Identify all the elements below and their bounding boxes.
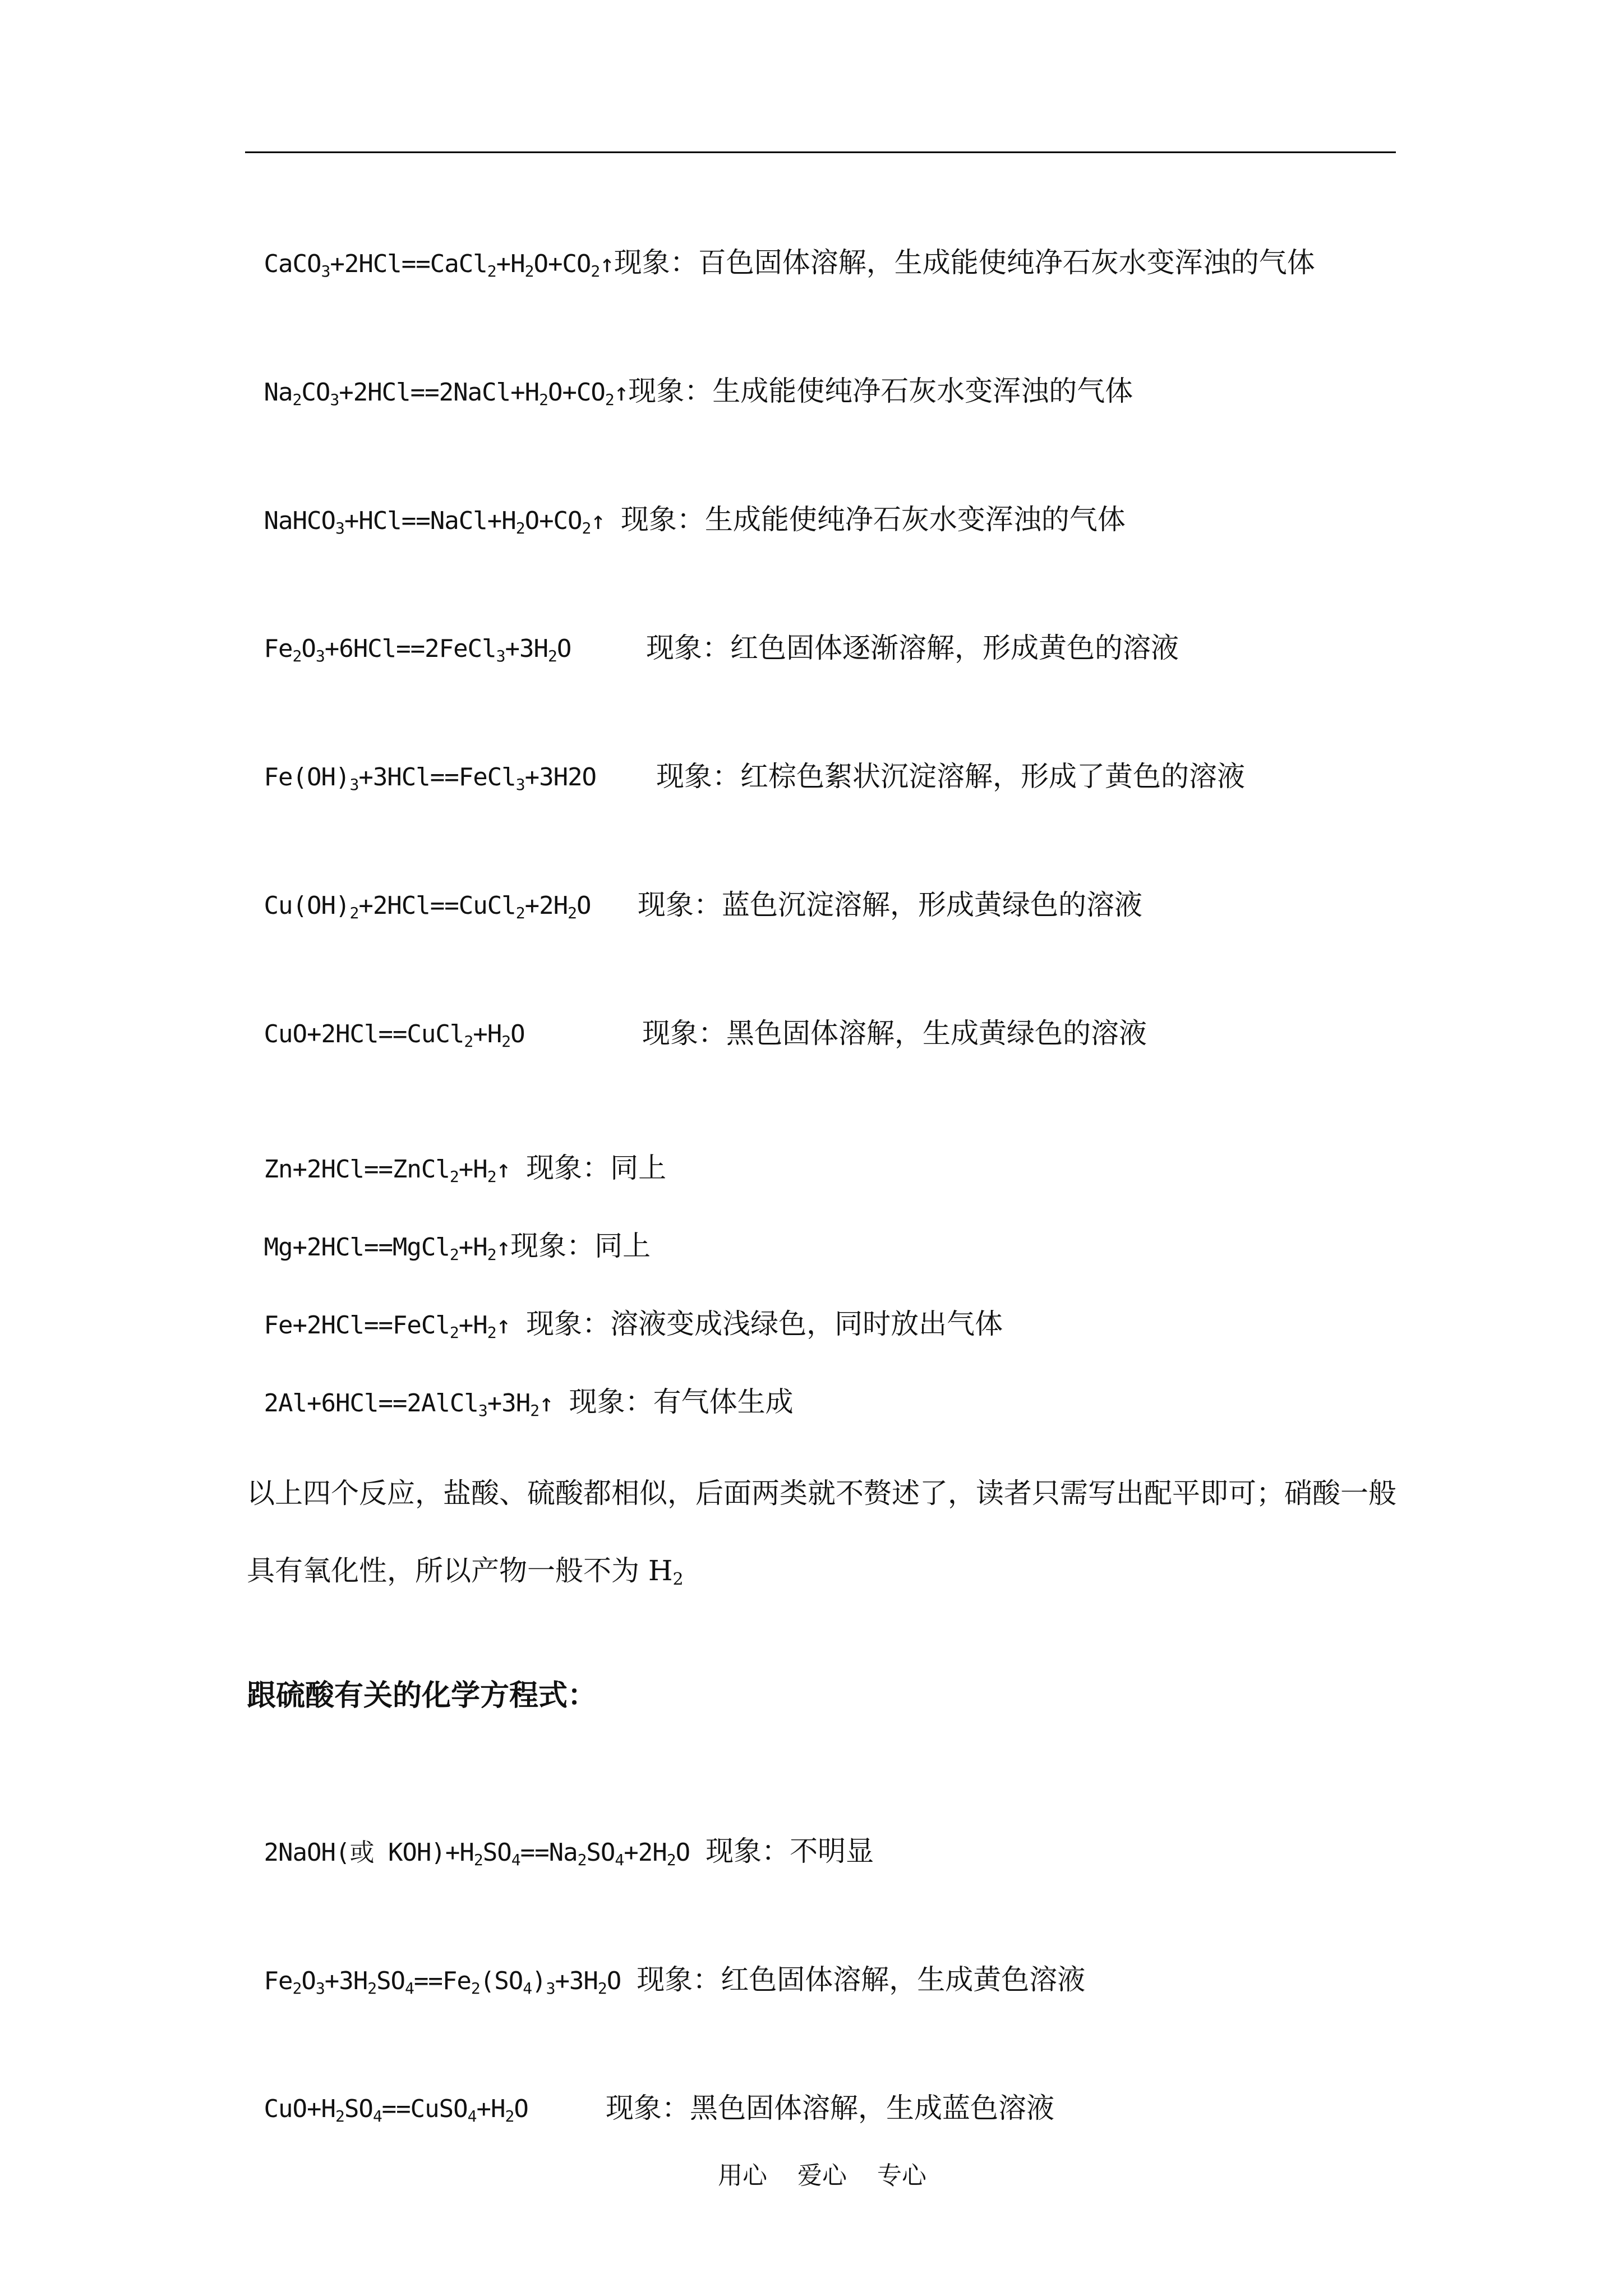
formula-text: O [301,634,316,663]
formula-text: ↑ [539,1389,554,1418]
equation-line [247,854,1142,923]
formula-text: O+CO [524,507,582,535]
formula-subscript: 2 [597,1979,607,1998]
formula-subscript: 4 [615,1851,624,1869]
formula-text: Cu(OH) [264,891,350,920]
formula-subscript: 3 [315,1979,325,1998]
formula-subscript: 2 [449,1323,459,1342]
formula-text: ==Na [520,1838,578,1867]
formula-subscript: 2 [292,1979,302,1998]
formula-text: +3H2O [524,763,597,792]
formula-subscript: 2 [577,1851,587,1869]
formula-text: +2H [624,1838,667,1867]
formula-subscript: 2 [539,390,548,409]
formula-subscript: 3 [335,519,344,537]
formula-text: +H [458,1233,487,1262]
equation-line [247,1351,794,1420]
formula-text: SO [586,1838,615,1867]
formula-subscript: 2 [547,647,557,665]
formula-subscript: 2 [367,1979,377,1998]
formula-text: ==CuSO [381,2095,468,2123]
formula-text: O+CO [533,250,591,278]
observation: 现象：红色固体逐渐溶解，形成黄色的溶液 [646,632,1179,664]
formula-subscript: 3 [330,390,339,409]
formula-text: O+CO [547,378,605,407]
observation: 现象：同上 [526,1152,667,1184]
formula-text: CaCO [264,250,321,278]
equation-line [247,1117,666,1186]
formula-subscript: 4 [523,1979,532,1998]
formula-subscript: 2 [505,2107,514,2125]
equation [264,378,629,407]
formula-text: +HCl==NaCl+H [344,507,516,535]
formula-subscript: 3 [315,647,325,665]
formula-subscript: 4 [467,2107,477,2125]
formula-text: Fe(OH) [264,763,350,792]
formula-subscript: 2 [449,1167,459,1186]
formula-subscript: 3 [478,1401,487,1420]
formula-text: O [514,2095,528,2123]
formula-subscript: 2 [582,519,591,537]
formula-subscript: 2 [464,1032,473,1051]
formula-subscript: 2 [515,519,525,537]
formula-text: Fe [264,634,293,663]
section-heading: 跟硫酸有关的化学方程式： [247,1679,597,1713]
formula-subscript: 2 [449,1245,459,1264]
formula-subscript: 3 [496,647,505,665]
formula-text: +2HCl==CuCl [358,891,516,920]
observation: 现象：生成能使纯净石灰水变浑浊的气体 [620,503,1126,536]
note-subscript: 2 [672,1570,684,1589]
formula-subscript: 2 [605,390,614,409]
formula-subscript: 3 [546,1979,555,1998]
formula-text: O [606,1967,621,1995]
formula-text: CO [301,378,330,407]
formula-text: +2HCl==CaCl [330,250,487,278]
observation: 现象：不明显 [706,1835,874,1867]
equation-line [247,597,1179,666]
formula-text: +H [476,2095,505,2123]
formula-text: CuO+2HCl==CuCl [264,1020,464,1048]
equation-line [247,212,1315,281]
observation: 现象：黑色固体溶解，生成蓝色溶液 [606,2092,1054,2124]
equation-line [247,726,1245,794]
formula-subscript: 2 [487,1323,496,1342]
formula-subscript: 2 [487,262,496,280]
formula-text: 2Al+6HCl==2AlCl [264,1389,478,1418]
formula-subscript: 2 [487,1167,496,1186]
formula-text: +3H [324,1967,368,1995]
formula-text: NaHCO [264,507,335,535]
formula-text: ==Fe [413,1967,471,1995]
equation-line [247,1195,651,1264]
formula-text: +H [473,1020,502,1048]
formula-text: +H [458,1311,487,1340]
formula-text: O [301,1967,316,1995]
formula-text: Fe [264,1967,293,1995]
equation [264,1838,690,1867]
equation-line [247,341,1133,409]
equation [264,250,614,278]
formula-subscript: 2 [568,904,577,922]
formula-text: +2HCl==2NaCl+H [339,378,540,407]
observation: 现象：红色固体溶解，生成黄色溶液 [637,1963,1086,1996]
formula-text: 2NaOH(或 KOH)+H [264,1838,474,1867]
formula-text: +3H [555,1967,598,1995]
observation: 现象：溶液变成浅绿色，同时放出气体 [526,1308,1003,1340]
header-rule [245,151,1396,153]
formula-text: O [675,1838,690,1867]
formula-subscript: 4 [511,1851,520,1869]
formula-subscript: 2 [335,2107,344,2125]
observation: 现象：有气体生成 [569,1386,794,1418]
formula-text: O [556,634,571,663]
formula-text: SO [482,1838,511,1867]
observation: 现象：红棕色絮状沉淀溶解，形成了黄色的溶液 [656,760,1245,793]
page-footer: 用心 爱心 专心 [718,2161,926,2190]
equation [264,634,571,663]
formula-text: Zn+2HCl==ZnCl [264,1155,450,1184]
formula-subscript: 3 [515,775,525,794]
formula-text: +3HCl==FeCl [358,763,516,792]
formula-subscript: 2 [515,904,525,922]
formula-subscript: 2 [524,262,534,280]
formula-subscript: 2 [530,1401,540,1420]
formula-text: ↑ [496,1311,511,1340]
observation: 现象：生成能使纯净石灰水变浑浊的气体 [628,375,1133,407]
formula-subscript: 4 [372,2107,382,2125]
formula-text: ↑ [591,507,605,535]
equation [264,1020,525,1051]
equation [264,763,597,792]
formula-text: +H [458,1155,487,1184]
formula-text: SO [344,2095,373,2123]
formula-text: (SO [479,1967,523,1995]
formula-text: CuO+H [264,2095,335,2123]
formula-text: ↑ [496,1155,511,1184]
note-text: 以上四个反应，盐酸、硫酸都相似，后面两类就不赘述了，读者只需写出配平即可；硝酸一般具有氧化性，所以产物一般不为 H [247,1477,1396,1587]
formula-text: +3H [505,634,548,663]
formula-subscript: 2 [292,647,302,665]
equation [264,1967,621,1998]
formula-text: ↑ [614,378,629,407]
formula-subscript: 2 [471,1979,480,1998]
equation [264,2095,528,2123]
equation-line [247,1273,1003,1342]
formula-subscript: 2 [501,1032,511,1051]
equation-line [247,983,1147,1051]
formula-text: +3H [487,1389,531,1418]
formula-subscript: 2 [349,904,359,922]
observation: 现象：黑色固体溶解，生成黄绿色的溶液 [642,1017,1147,1050]
equation-line [247,469,1126,538]
formula-text: Na [264,378,293,407]
formula-subscript: 3 [349,775,359,794]
formula-subscript: 2 [666,1851,676,1869]
equation [264,1155,511,1184]
equation-line [247,2058,1054,2126]
note-paragraph [247,1455,1396,1609]
formula-text: +H [496,250,525,278]
equation [264,507,605,535]
formula-subscript: 4 [405,1979,414,1998]
formula-text: O [576,891,591,920]
equation [264,891,591,920]
formula-text: +6HCl==2FeCl [324,634,496,663]
observation: 现象：蓝色沉淀溶解，形成黄绿色的溶液 [638,889,1142,921]
formula-text: ) [532,1967,546,1995]
formula-text: ↑ [600,250,614,278]
formula-text: ↑ [496,1233,511,1262]
formula-text: Mg+2HCl==MgCl [264,1233,450,1262]
formula-text: +2H [524,891,568,920]
equation-line [247,1929,1085,1998]
equation-line [247,1801,874,1870]
formula-text: SO [376,1967,405,1995]
formula-subscript: 2 [473,1851,483,1869]
formula-text: O [510,1020,525,1048]
formula-subscript: 3 [321,262,330,280]
formula-subscript: 2 [591,262,600,280]
observation: 现象：同上 [510,1230,651,1262]
formula-subscript: 2 [292,390,302,409]
equation [264,1233,511,1262]
formula-subscript: 2 [487,1245,496,1264]
observation: 现象：百色固体溶解，生成能使纯净石灰水变浑浊的气体 [614,246,1315,279]
formula-text: Fe+2HCl==FeCl [264,1311,450,1340]
equation [264,1311,511,1340]
equation [264,1389,554,1418]
